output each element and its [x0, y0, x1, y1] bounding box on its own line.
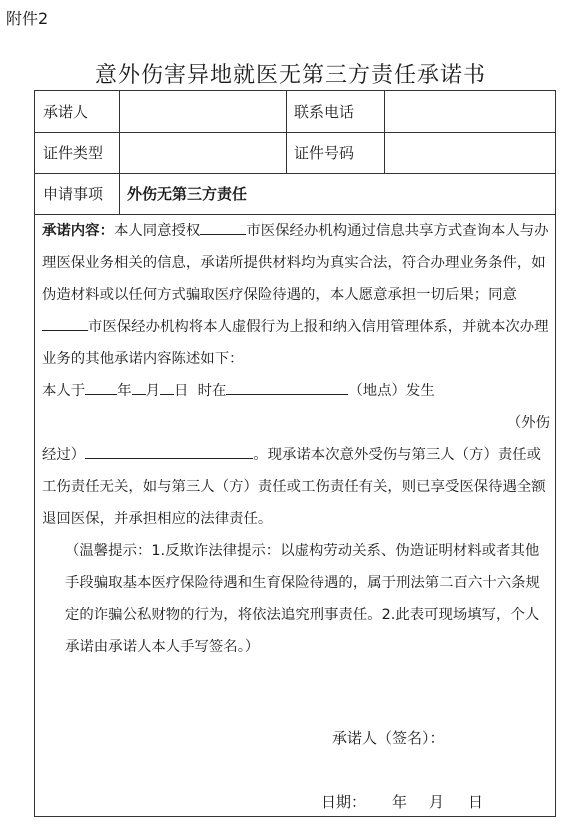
date-label: 日期：	[321, 793, 367, 811]
content-lead: 承诺内容：	[42, 223, 114, 239]
column-divider	[384, 91, 385, 173]
content-text: 月	[145, 383, 160, 399]
row-divider	[35, 132, 555, 133]
date-line	[321, 791, 483, 812]
content-text: 年	[117, 383, 132, 399]
content-text: 。现承诺本次意外受伤与第三人（方）责任或工伤责任无关，如与第三人（方）责任或工伤责任有关，则已享受医保待遇全额退回医保，并承担相应的法律责任。	[42, 447, 546, 527]
date-day: 日	[468, 793, 484, 811]
phone-label: 联系电话	[294, 103, 355, 121]
content-text: 时在	[197, 383, 227, 399]
city-blank-1[interactable]	[200, 219, 246, 235]
injury-description	[42, 439, 550, 535]
content-text: 市医保经办机构通过信息共享方式查询本人与办理医保业务相关的信息，承诺所提供材料均为真实合法，符合办理业务条件，如伪造材料或以任何方式骗取医疗保险待遇的，本人愿意承担一切后果；同意	[42, 223, 549, 303]
content-text: （外伤	[506, 415, 550, 431]
commitment-content	[42, 215, 550, 663]
document-title: 意外伤害异地就医无第三方责任承诺书	[94, 63, 486, 88]
signature-field[interactable]: 承诺人（签名）：	[332, 729, 445, 747]
year-blank[interactable]	[85, 379, 117, 395]
incident-line	[42, 375, 550, 407]
id-type-label: 证件类型	[43, 144, 104, 162]
matter-label: 申请事项	[43, 185, 104, 203]
date-year: 年	[392, 793, 408, 811]
content-text: 本人同意授权	[113, 223, 201, 239]
location-blank[interactable]	[226, 379, 348, 395]
injury-blank[interactable]	[85, 443, 253, 459]
month-blank[interactable]	[132, 379, 146, 395]
id-number-label: 证件号码	[294, 144, 355, 162]
injury-line	[42, 407, 550, 439]
content-text: 日	[174, 383, 189, 399]
column-divider	[119, 91, 120, 214]
promisor-label: 承诺人	[43, 103, 89, 121]
attachment-label: 附件2	[6, 9, 49, 28]
content-text: （地点）发生	[348, 383, 435, 399]
city-blank-2[interactable]	[42, 315, 88, 331]
content-text: 本人于	[42, 383, 86, 399]
date-month: 月	[429, 793, 445, 811]
authorization-paragraph	[42, 215, 550, 375]
content-text: 市医保经办机构将本人虚假行为上报和纳入信用管理体系，并就本次办理业务的其他承诺内容陈述如下：	[42, 319, 549, 367]
commitment-form	[34, 90, 556, 817]
day-blank[interactable]	[160, 379, 174, 395]
notice-paragraph: （温馨提示：1.反欺诈法律提示：以虚构劳动关系、伪造证明材料或者其他手段骗取基本医疗保险待遇和生育保险待遇的，属于刑法第二百六十六条规定的诈骗公私财物的行为，将依法追究刑事责任。2.此表可现场填写，个人承诺由承诺人本人手写签名。）	[65, 543, 540, 655]
row-divider	[35, 173, 555, 174]
column-divider	[286, 91, 287, 173]
matter-value: 外伤无第三方责任	[127, 185, 248, 203]
content-text: 经过）	[42, 447, 86, 463]
